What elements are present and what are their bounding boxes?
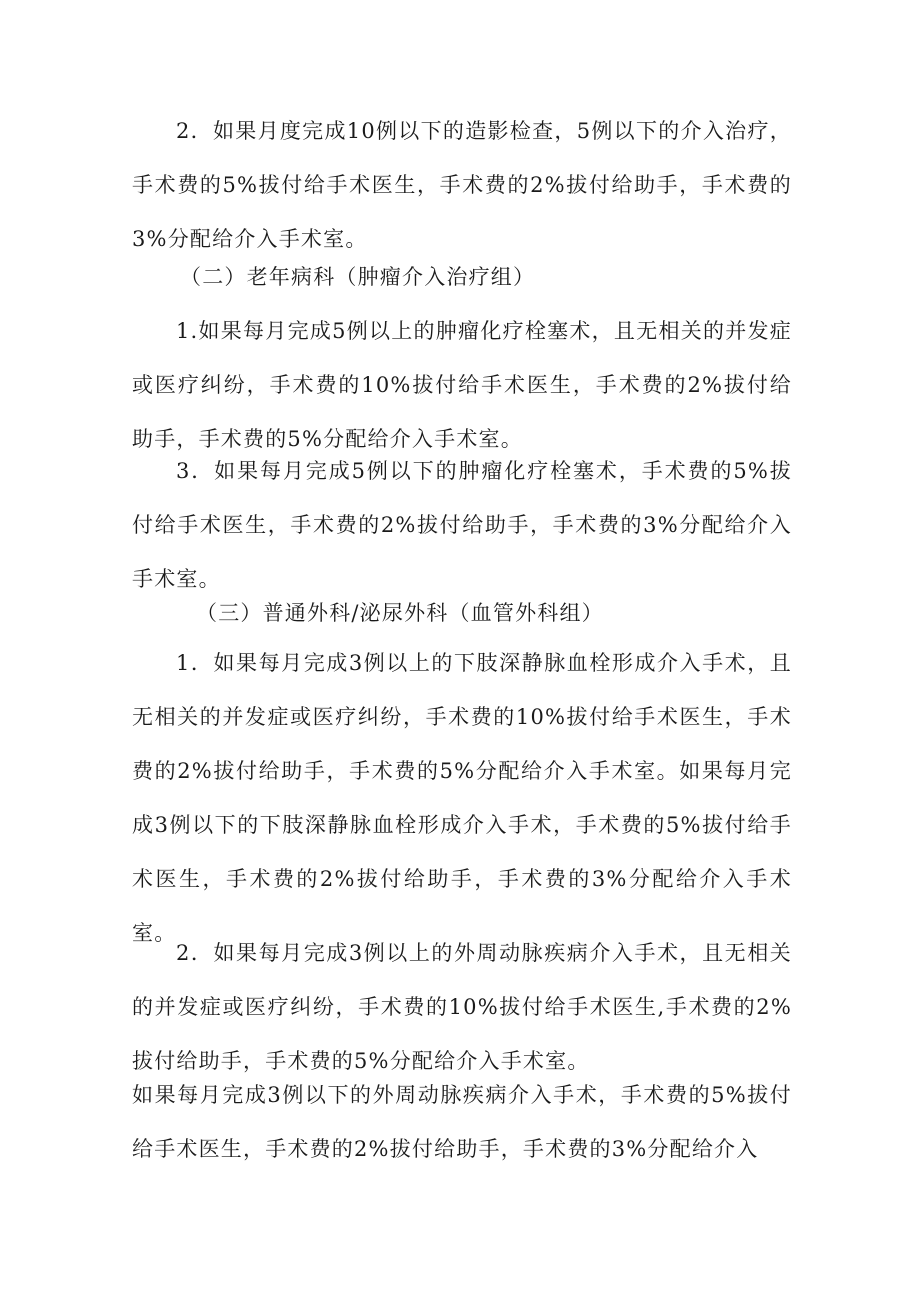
- paragraph-tumor-above-five: 1.如果每月完成5例以上的肿瘤化疗栓塞术，且无相关的并发症或医疗纠纷，手术费的10%拔付给手术医生，手术费的2%拔付给助手，手术费的5%分配给介入手术室。: [132, 319, 792, 451]
- paragraph-peripheral-below-three: 如果每月完成3例以下的外周动脉疾病介入手术，手术费的5%拔付给手术医生，手术费的2%拔付给助手，手术费的3%分配给介入: [132, 1083, 792, 1161]
- section-heading-geriatrics: （二）老年病科（肿瘤介入治疗组）: [180, 265, 536, 289]
- paragraph-angiography-fees: 2．如果月度完成10例以下的造影检查，5例以下的介入治疗，手术费的5%拔付给手术医生，手术费的2%拔付给助手，手术费的3%分配给介入手术室。: [132, 119, 792, 251]
- paragraph-dvt-intervention: 1．如果每月完成3例以上的下肢深静脉血栓形成介入手术，且无相关的并发症或医疗纠纷，手术费的10%拔付给手术医生，手术费的2%拔付给助手，手术费的5%分配给介入手术室。如果每月完成3例以下的下肢深静脉血栓形成介入手术，手术费的5%拔付给手术医生，手术费的2%拔付给助手，手术费的3%分配给介入手术室。: [132, 651, 792, 945]
- section-heading-general-surgery: （三）普通外科/泌尿外科（血管外科组）: [196, 601, 604, 625]
- paragraph-peripheral-above-three: 2．如果每月完成3例以上的外周动脉疾病介入手术，且无相关的并发症或医疗纠纷，手术费的10%拔付给手术医生,手术费的2%拔付给助手，手术费的5%分配给介入手术室。: [132, 941, 792, 1073]
- paragraph-tumor-below-five: 3．如果每月完成5例以下的肿瘤化疗栓塞术，手术费的5%拔付给手术医生，手术费的2%拔付给助手，手术费的3%分配给介入手术室。: [132, 459, 792, 591]
